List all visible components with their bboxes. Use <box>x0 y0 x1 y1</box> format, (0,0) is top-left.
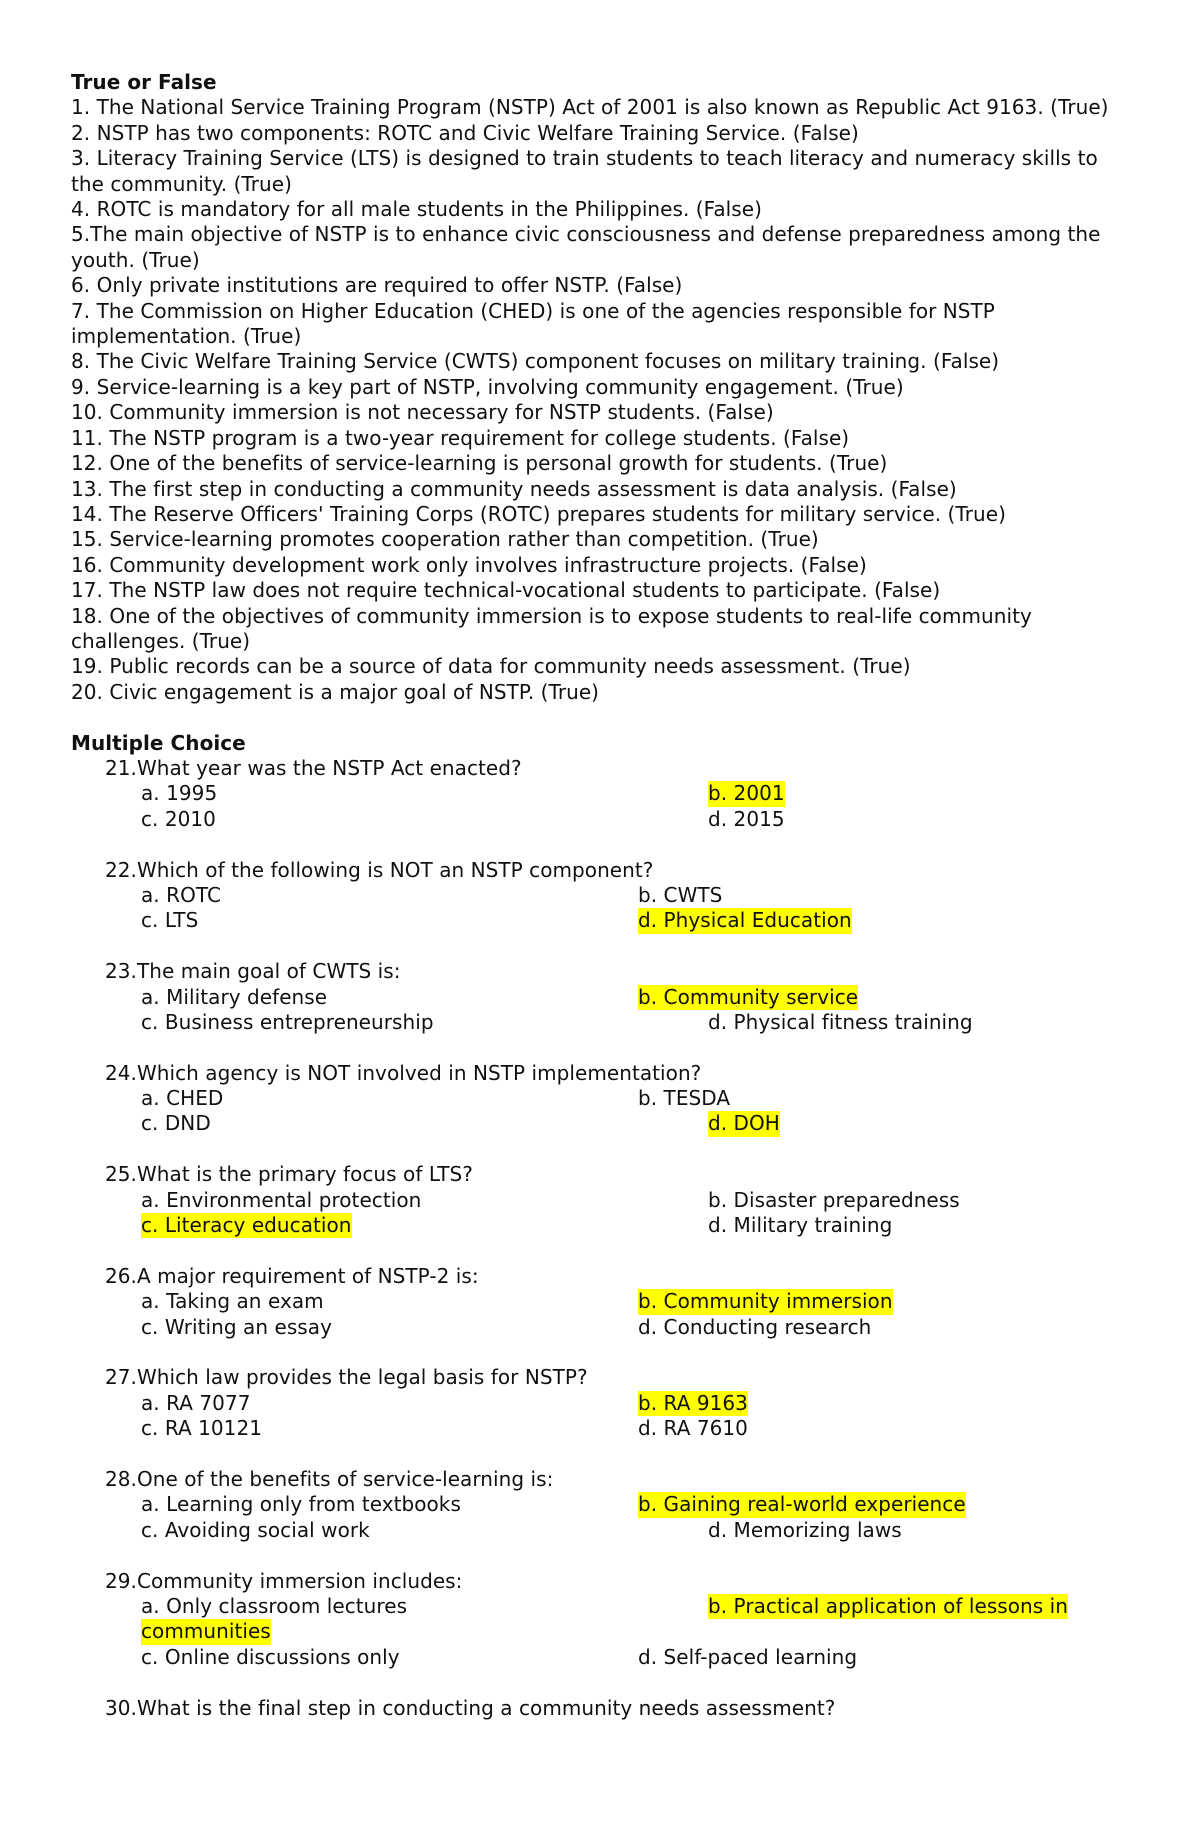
option-a: a. Environmental protection <box>141 1187 422 1212</box>
option-d-answer: d. Physical Education <box>638 908 852 933</box>
question-28 <box>71 1467 1131 1543</box>
question-spacer <box>71 1670 1131 1695</box>
tf-item-5: 5.The main objective of NSTP is to enhance civic consciousness and defense preparedness among the youth. (True) <box>71 222 1101 272</box>
option-c-answer: c. Literacy education <box>141 1213 352 1238</box>
option-row <box>71 1518 1131 1543</box>
option-b-answer: b. RA 9163 <box>638 1390 748 1415</box>
tf-item-17: 17. The NSTP law does not require technical-vocational students to participate. (False) <box>71 578 941 603</box>
question-spacer <box>71 934 1131 959</box>
question-text: 27.Which law provides the legal basis for NSTP? <box>105 1365 588 1390</box>
section-spacer <box>71 705 1131 730</box>
option-d-answer: d. DOH <box>708 1111 780 1136</box>
option-c: c. LTS <box>141 908 199 933</box>
question-text: 23.The main goal of CWTS is: <box>105 959 401 984</box>
tf-item-18: 18. One of the objectives of community immersion is to expose students to real-life community challenges. (True) <box>71 603 1032 653</box>
option-row <box>71 1619 1131 1644</box>
true-false-heading: True or False <box>71 70 217 94</box>
option-d: d. Military training <box>708 1213 893 1238</box>
question-text: 24.Which agency is NOT involved in NSTP implementation? <box>105 1060 702 1085</box>
option-c: c. Avoiding social work <box>141 1517 370 1542</box>
option-a: a. Military defense <box>141 984 328 1009</box>
question-spacer <box>71 1238 1131 1263</box>
question-text: 29.Community immersion includes: <box>105 1568 463 1593</box>
tf-item-10: 10. Community immersion is not necessary for NSTP students. (False) <box>71 400 774 425</box>
question-25 <box>71 1162 1131 1238</box>
option-row <box>71 985 1131 1010</box>
option-row <box>71 1086 1131 1111</box>
question-spacer <box>71 1340 1131 1365</box>
option-a: a. Taking an exam <box>141 1289 324 1314</box>
option-row <box>71 1315 1131 1340</box>
option-a: a. 1995 <box>141 781 218 806</box>
question-spacer <box>71 832 1131 857</box>
tf-item-11: 11. The NSTP program is a two-year requirement for college students. (False) <box>71 425 850 450</box>
option-c: c. Writing an essay <box>141 1314 332 1339</box>
tf-item-6: 6. Only private institutions are required to offer NSTP. (False) <box>71 273 683 298</box>
question-27 <box>71 1365 1131 1441</box>
option-d: d. Conducting research <box>638 1314 872 1339</box>
question-spacer <box>71 1035 1131 1060</box>
tf-item-1: 1. The National Service Training Program (NSTP) Act of 2001 is also known as Republic Act 9163. (True) <box>71 95 1109 120</box>
option-row <box>71 1188 1131 1213</box>
tf-item-20: 20. Civic engagement is a major goal of NSTP. (True) <box>71 679 600 704</box>
option-a: a. CHED <box>141 1086 224 1111</box>
option-b: b. CWTS <box>638 882 723 907</box>
option-row <box>71 1111 1131 1136</box>
option-d: d. 2015 <box>708 806 785 831</box>
option-c: c. Online discussions only <box>141 1644 400 1669</box>
tf-item-3: 3. Literacy Training Service (LTS) is designed to train students to teach literacy and numeracy skills to the community. (True) <box>71 146 1098 196</box>
tf-item-8: 8. The Civic Welfare Training Service (CWTS) component focuses on military training. (False) <box>71 349 1000 374</box>
question-text: 28.One of the benefits of service-learning is: <box>105 1467 554 1491</box>
tf-item-16: 16. Community development work only involves infrastructure projects. (False) <box>71 552 867 577</box>
multiple-choice-heading: Multiple Choice <box>71 730 246 755</box>
tf-item-7: 7. The Commission on Higher Education (CHED) is one of the agencies responsible for NSTP implementation. (True) <box>71 298 995 349</box>
question-30 <box>71 1696 1131 1721</box>
question-text: 21.What year was the NSTP Act enacted? <box>105 755 522 780</box>
option-row <box>71 1416 1131 1441</box>
question-spacer <box>71 1137 1131 1162</box>
option-b: b. Disaster preparedness <box>708 1187 960 1212</box>
question-spacer <box>71 1543 1131 1568</box>
option-row <box>71 908 1131 933</box>
question-21 <box>71 756 1131 832</box>
option-row <box>71 883 1131 908</box>
question-26 <box>71 1264 1131 1340</box>
question-24 <box>71 1061 1131 1137</box>
option-row <box>71 1645 1131 1670</box>
tf-item-19: 19. Public records can be a source of data for community needs assessment. (True) <box>71 654 911 679</box>
tf-item-15: 15. Service-learning promotes cooperation rather than competition. (True) <box>71 527 819 552</box>
document-content <box>71 70 1131 1721</box>
question-text: 25.What is the primary focus of LTS? <box>105 1162 473 1187</box>
option-c: c. DND <box>141 1111 211 1136</box>
option-a: a. Only classroom lectures <box>141 1593 408 1618</box>
option-c: c. 2010 <box>141 806 216 831</box>
option-c: c. RA 10121 <box>141 1416 263 1441</box>
option-b-answer: b. 2001 <box>708 781 785 806</box>
option-a: a. RA 7077 <box>141 1390 251 1415</box>
option-row <box>71 1289 1131 1314</box>
option-b: b. TESDA <box>638 1086 731 1111</box>
option-c: c. Business entrepreneurship <box>141 1009 434 1034</box>
true-false-list <box>71 95 1131 705</box>
question-spacer <box>71 1442 1131 1467</box>
option-row <box>71 807 1131 832</box>
tf-item-2: 2. NSTP has two components: ROTC and Civic Welfare Training Service. (False) <box>71 120 859 145</box>
option-row <box>71 1594 1131 1619</box>
option-a: a. ROTC <box>141 882 221 907</box>
question-29 <box>71 1569 1131 1671</box>
option-row <box>71 1492 1131 1517</box>
option-row <box>71 1010 1131 1035</box>
option-b-answer: b. Community service <box>638 984 859 1009</box>
tf-item-12: 12. One of the benefits of service-learning is personal growth for students. (True) <box>71 451 888 476</box>
question-text: 30.What is the final step in conducting a community needs assessment? <box>105 1695 836 1720</box>
question-23 <box>71 959 1131 1035</box>
option-row <box>71 1213 1131 1238</box>
option-row <box>71 1391 1131 1416</box>
option-d: d. Memorizing laws <box>708 1517 902 1542</box>
option-b-answer-continued: communities <box>141 1619 271 1644</box>
option-row <box>71 781 1131 806</box>
option-d: d. RA 7610 <box>638 1416 748 1441</box>
tf-item-13: 13. The first step in conducting a community needs assessment is data analysis. (False) <box>71 476 957 501</box>
tf-item-14: 14. The Reserve Officers' Training Corps (ROTC) prepares students for military service. (True) <box>71 501 1006 526</box>
option-b-answer: b. Gaining real-world experience <box>638 1492 966 1517</box>
option-b-answer: b. Practical application of lessons in <box>708 1593 1068 1618</box>
option-d: d. Physical fitness training <box>708 1009 973 1034</box>
option-a: a. Learning only from textbooks <box>141 1492 461 1517</box>
question-text: 26.A major requirement of NSTP-2 is: <box>105 1263 479 1288</box>
option-b-answer: b. Community immersion <box>638 1289 893 1314</box>
question-text: 22.Which of the following is NOT an NSTP component? <box>105 857 654 882</box>
tf-item-4: 4. ROTC is mandatory for all male students in the Philippines. (False) <box>71 197 762 222</box>
option-d: d. Self-paced learning <box>638 1644 858 1669</box>
question-22 <box>71 858 1131 934</box>
tf-item-9: 9. Service-learning is a key part of NSTP, involving community engagement. (True) <box>71 374 904 399</box>
